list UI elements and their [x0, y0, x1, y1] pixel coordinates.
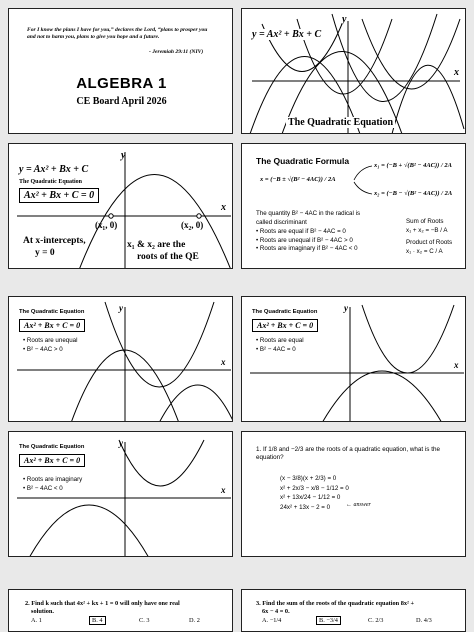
condition-text: • Roots are unequal	[23, 337, 77, 346]
root-point-x1	[109, 214, 113, 218]
axis-y-label: y	[342, 14, 347, 25]
slide-caption: The Quadratic Equation	[288, 117, 394, 128]
choice-c[interactable]: C. 3	[139, 617, 150, 624]
answer-annotation: ← answer	[346, 502, 371, 508]
note-roots-2: roots of the QE	[137, 252, 199, 262]
slide-equal-roots[interactable]	[241, 296, 466, 422]
solution-step-final: 24x² + 13x − 2 = 0	[280, 503, 331, 511]
condition-discriminant: • B² − 4AC > 0	[23, 346, 77, 355]
parabola-family-graph	[242, 9, 466, 134]
axis-x-label: x	[221, 357, 226, 367]
quote-reference: - Jeremiah 29:11 (NIV)	[149, 49, 204, 55]
axis-x-label: x	[454, 360, 459, 370]
choice-c[interactable]: C. 2/3	[368, 617, 384, 624]
root-point-x2	[197, 214, 201, 218]
quadratic-formula: x = (−B ± √(B² − 4AC)) / 2A	[260, 176, 336, 183]
solution-step: (x − 3/8)(x + 2/3) = 0	[280, 475, 337, 482]
axis-y-label: y	[344, 303, 348, 313]
slide-quadratic-formula[interactable]	[241, 143, 466, 269]
rule-imaginary: • Roots are imaginary if B² − 4AC < 0	[256, 245, 358, 254]
problem-3-question-line-1: 3. Find the sum of the roots of the quadratic equation 8x² +	[256, 600, 415, 607]
solution-step: x² + 13x/24 − 1/12 = 0	[280, 494, 341, 501]
note-roots-1: x₁ & x₂ are the	[127, 240, 186, 250]
problem-2-question-line-1: 2. Find k such that 4x² + kx + 1 = 0 will only have one real	[25, 600, 180, 607]
general-equation: y = Ax² + Bx + C	[252, 29, 322, 40]
choice-b-selected[interactable]: B. 4	[89, 616, 106, 625]
boxed-equation: Ax² + Bx + C = 0	[19, 454, 85, 467]
problem-2-question-line-2: solution.	[31, 608, 54, 615]
note-intercepts-2: y = 0	[35, 248, 55, 258]
axis-y-label: y	[121, 150, 126, 161]
boxed-equation: Ax² + Bx + C = 0	[252, 319, 318, 332]
choice-a[interactable]: A. −1/4	[262, 617, 282, 624]
condition-text: • Roots are imaginary	[23, 476, 82, 485]
note-intercepts-1: At x-intercepts,	[23, 236, 86, 246]
slide-problem-2[interactable]	[8, 589, 233, 632]
slide-problem-3[interactable]	[241, 589, 466, 632]
solution-step: x² + 2x/3 − x/8 − 1/12 = 0	[280, 484, 349, 492]
axis-y-label: y	[119, 438, 123, 448]
sum-of-roots-title: Sum of Roots	[406, 218, 444, 225]
unequal-roots-graph	[9, 297, 233, 422]
axis-x-label: x	[221, 202, 226, 213]
imaginary-roots-graph	[9, 432, 233, 557]
deck-title: ALGEBRA 1	[76, 75, 167, 92]
discriminant-rules	[256, 228, 358, 254]
slide-problem-1[interactable]	[241, 431, 466, 557]
root-x2-formula: x₂ = (−B − √(B² − 4AC)) / 2A	[374, 190, 453, 197]
rule-equal: • Roots are equal if B² − 4AC = 0	[256, 228, 358, 237]
root-label-x2: (x₂, 0)	[181, 220, 204, 230]
roots-conditions	[256, 337, 304, 354]
roots-conditions	[23, 476, 82, 493]
boxed-equation: Ax² + Bx + C = 0	[19, 188, 99, 203]
axis-x-label: x	[454, 67, 459, 78]
slide-x-intercepts[interactable]	[8, 143, 233, 269]
boxed-equation: Ax² + Bx + C = 0	[19, 319, 85, 332]
condition-text: • Roots are equal	[256, 337, 304, 346]
bible-quote: For I know the plans I have for you,” declares the Lord, “plans to prosper you and not to harm you, plans to give you hope and a future.	[27, 27, 208, 40]
discriminant-line-1: The quantity B² − 4AC in the radical is	[256, 210, 361, 217]
deck-subtitle: CE Board April 2026	[76, 96, 167, 107]
section-label: The Quadratic Equation	[19, 309, 85, 315]
general-equation: y = Ax² + Bx + C	[19, 164, 89, 175]
discriminant-line-2: called discriminant	[256, 219, 307, 226]
roots-conditions	[23, 337, 77, 354]
root-label-x1: (x₁, 0)	[95, 220, 118, 230]
section-label: The Quadratic Equation	[19, 444, 85, 450]
section-label: The Quadratic Equation	[19, 179, 83, 185]
formula-title: The Quadratic Formula	[256, 156, 350, 166]
choice-d[interactable]: D. 2	[189, 617, 200, 624]
condition-discriminant: • B² − 4AC = 0	[256, 346, 304, 355]
problem-1-question: 1. If 1/8 and −2/3 are the roots of a quadratic equation, what is the equation?	[256, 446, 440, 461]
equal-roots-graph	[242, 297, 466, 422]
problem-3-question-line-2: 6x − 4 = 0.	[262, 608, 290, 615]
choice-a[interactable]: A. 1	[31, 617, 42, 624]
slide-imaginary-roots[interactable]	[8, 431, 233, 557]
product-of-roots-title: Product of Roots	[406, 239, 453, 246]
root-x1-formula: x₁ = (−B + √(B² − 4AC)) / 2A	[374, 162, 452, 169]
slide-title[interactable]	[8, 8, 233, 134]
axis-x-label: x	[221, 485, 226, 495]
product-of-roots-eq: x₁ · x₂ = C / A	[406, 248, 443, 255]
choice-b-selected[interactable]: B. −3/4	[316, 616, 341, 625]
section-label: The Quadratic Equation	[252, 309, 318, 315]
slide-quadratic-graphs[interactable]	[241, 8, 466, 134]
choice-d[interactable]: D. 4/3	[416, 617, 432, 624]
sum-of-roots-eq: x₁ + x₂ = −B / A	[406, 227, 448, 234]
rule-unequal: • Roots are unequal if B² − 4AC > 0	[256, 237, 358, 246]
axis-y-label: y	[119, 303, 123, 313]
condition-discriminant: • B² − 4AC < 0	[23, 485, 82, 494]
slide-unequal-roots[interactable]	[8, 296, 233, 422]
solution-steps	[280, 474, 349, 512]
